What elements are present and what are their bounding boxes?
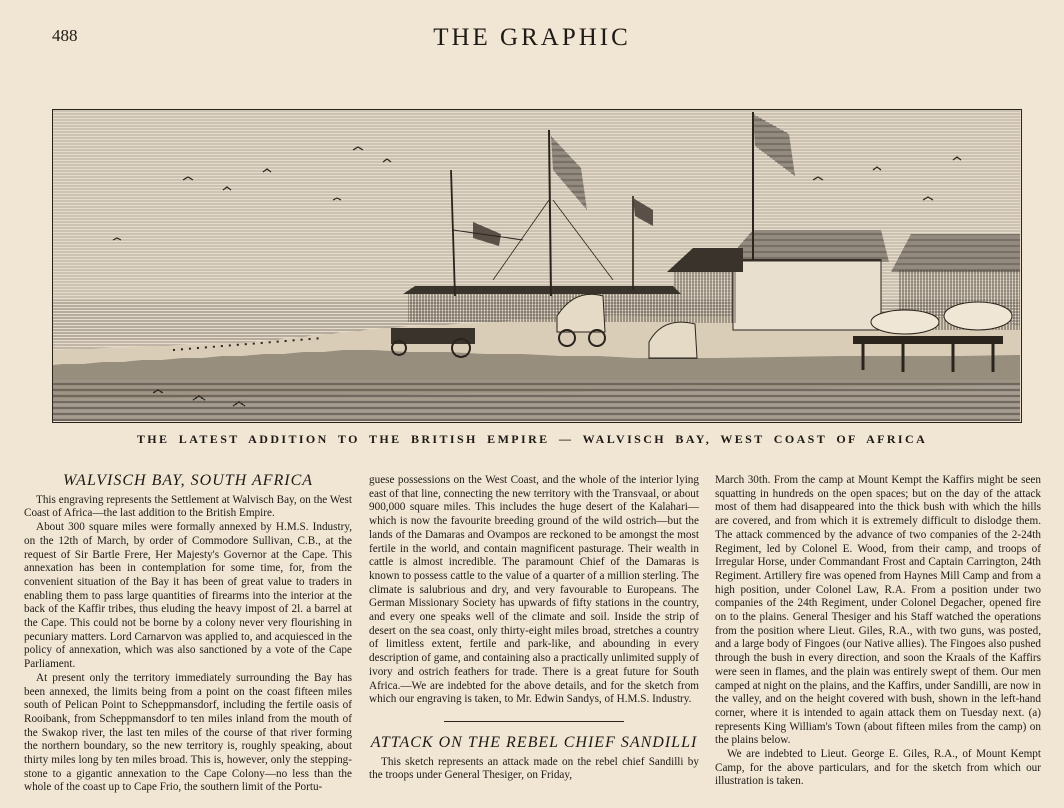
paragraph: guese possessions on the West Coast, and the whole of the interior lying east of that line, connecting the new territory with the Transvaal, or about 900,000 square miles. This includes the huge desert of the Kalahari—which is now the favourite breeding ground of the wild ostrich—but the lands of the Damaras and Ovampos are reckoned to be amongst the most fertile in the world, and contain magnificent pasturage. Their wealth in cattle is almost incredible. The paramount Chief of the Damaras is known to possess cattle to the value of a quarter of a million sterling. The climate is salubrious and dry, and very favourable to Europeans. The German Missionary Society has upwards of fifty stations in the country, and every one speaks well of the climate and soil. Inside the strip of desert on the sea coast, only thirty-eight miles broad, stretches a country of limitless extent, fertile and park-like, and abounding in every description of game, and containing also a practically unlimited supply of ivory and ostrich feathers for trade. There is a great future for South Africa.—We are indebted for the above details, and for the sketch from which our engraving is taken, to Mr. Edwin Sandys, of H.M.S. Industry. <box>369 474 699 706</box>
paragraph: This engraving represents the Settlement at Walvisch Bay, on the West Coast of Africa—the last addition to the British Empire. <box>24 493 352 520</box>
column-2 <box>369 474 699 783</box>
paragraph: About 300 square miles were formally annexed by H.M.S. Industry, on the 12th of March, by order of Commodore Sullivan, C.B., at the request of Sir Bartle Frere, Her Majesty's Governor at the Cape. This annexation has been in contemplation for some time, for, from the convenient situation of the Bay it has been of great value to traders in enabling them to pass large quantities of firearms into the interior at the back of the Kaffir tribes, thus eluding the heavy impost of 2l. a barrel at the Cape. This could not be borne by a colony never very flourishing in pecuniary matters. Lord Carnarvon was applied to, and acquiesced in the policy of annexation, which was also sanctioned by a vote of the Cape Parliament. <box>24 521 352 671</box>
article-heading-sandilli: ATTACK ON THE REBEL CHIEF SANDILLI <box>370 733 698 751</box>
paragraph: At present only the territory immediately surrounding the Bay has been annexed, the limits being from a point on the coast fifteen miles south of Pelican Point to Scheppmansdorf, including the fertile oasis of Rooibank, from Scheppmansdorf to ten miles inland from the mouth of the Swakop river, the last ten miles of the course of that river forming the northern boundary, so the new territory is, roughly speaking, about thirty miles long by ten miles broad. This is, however, only the stepping-stone to a gigantic annexation to the Cape Colony—no less than the whole of the coast up to Cape Frio, the southern limit of the Portu- <box>24 671 352 794</box>
paragraph: We are indebted to Lieut. George E. Giles, R.A., of Mount Kempt Camp, for the above particulars, and for the sketch from which our illustration is taken. <box>715 748 1041 788</box>
column-3 <box>715 474 1041 789</box>
page-number: 488 <box>52 26 78 45</box>
masthead: THE GRAPHIC <box>433 24 631 51</box>
paragraph: March 30th. From the camp at Mount Kempt the Kaffirs might be seen squatting in hundreds on the open spaces; but on the day of the attack most of them had disappeared into the thick bush with which the hills are covered, and from which it is extremely difficult to dislodge them. The attack commenced by the advance of two companies of the 2-24th Regiment, led by Colonel E. Wood, from their camp, and troops of Irregular Horse, under Commandant Frost and Captain Carrington, 24th Regiment. Artillery fire was opened from Haynes Mill Camp and from a high position, under Colonel Law, R.A. From a position under two companies of the 24th Regiment, under Colonel Degacher, opened fire on to the plains. General Thesiger and his Staff watched the operations from the position where Lieut. Giles, R.A., with two guns, was posted, and a large body of Fingoes (our Native allies). The Fingoes also pushed through the bush in every direction, and soon the Kraals of the Kaffirs were seen in flames, and the plain was entirely swept of them. Our men camped at night on the plains, and the Kaffirs, under Sandilli, are now in the valley, and on the height covered with bush, shown in the left-hand corner, where it is intended to again attack them on Tuesday next. (a) represents King William's Town (about fifteen miles from the camp) on the plains below. <box>715 474 1041 747</box>
divider <box>444 721 624 722</box>
engraving-illustration <box>52 109 1022 423</box>
illustration-caption: THE LATEST ADDITION TO THE BRITISH EMPIRE — WALVISCH BAY, WEST COAST OF AFRICA <box>136 432 928 446</box>
paragraph: This sketch represents an attack made on the rebel chief Sandilli by the troops under General Thesiger, on Friday, <box>369 755 699 782</box>
article-heading-walvisch: WALVISCH BAY, SOUTH AFRICA <box>62 472 314 489</box>
column-1 <box>24 474 352 795</box>
